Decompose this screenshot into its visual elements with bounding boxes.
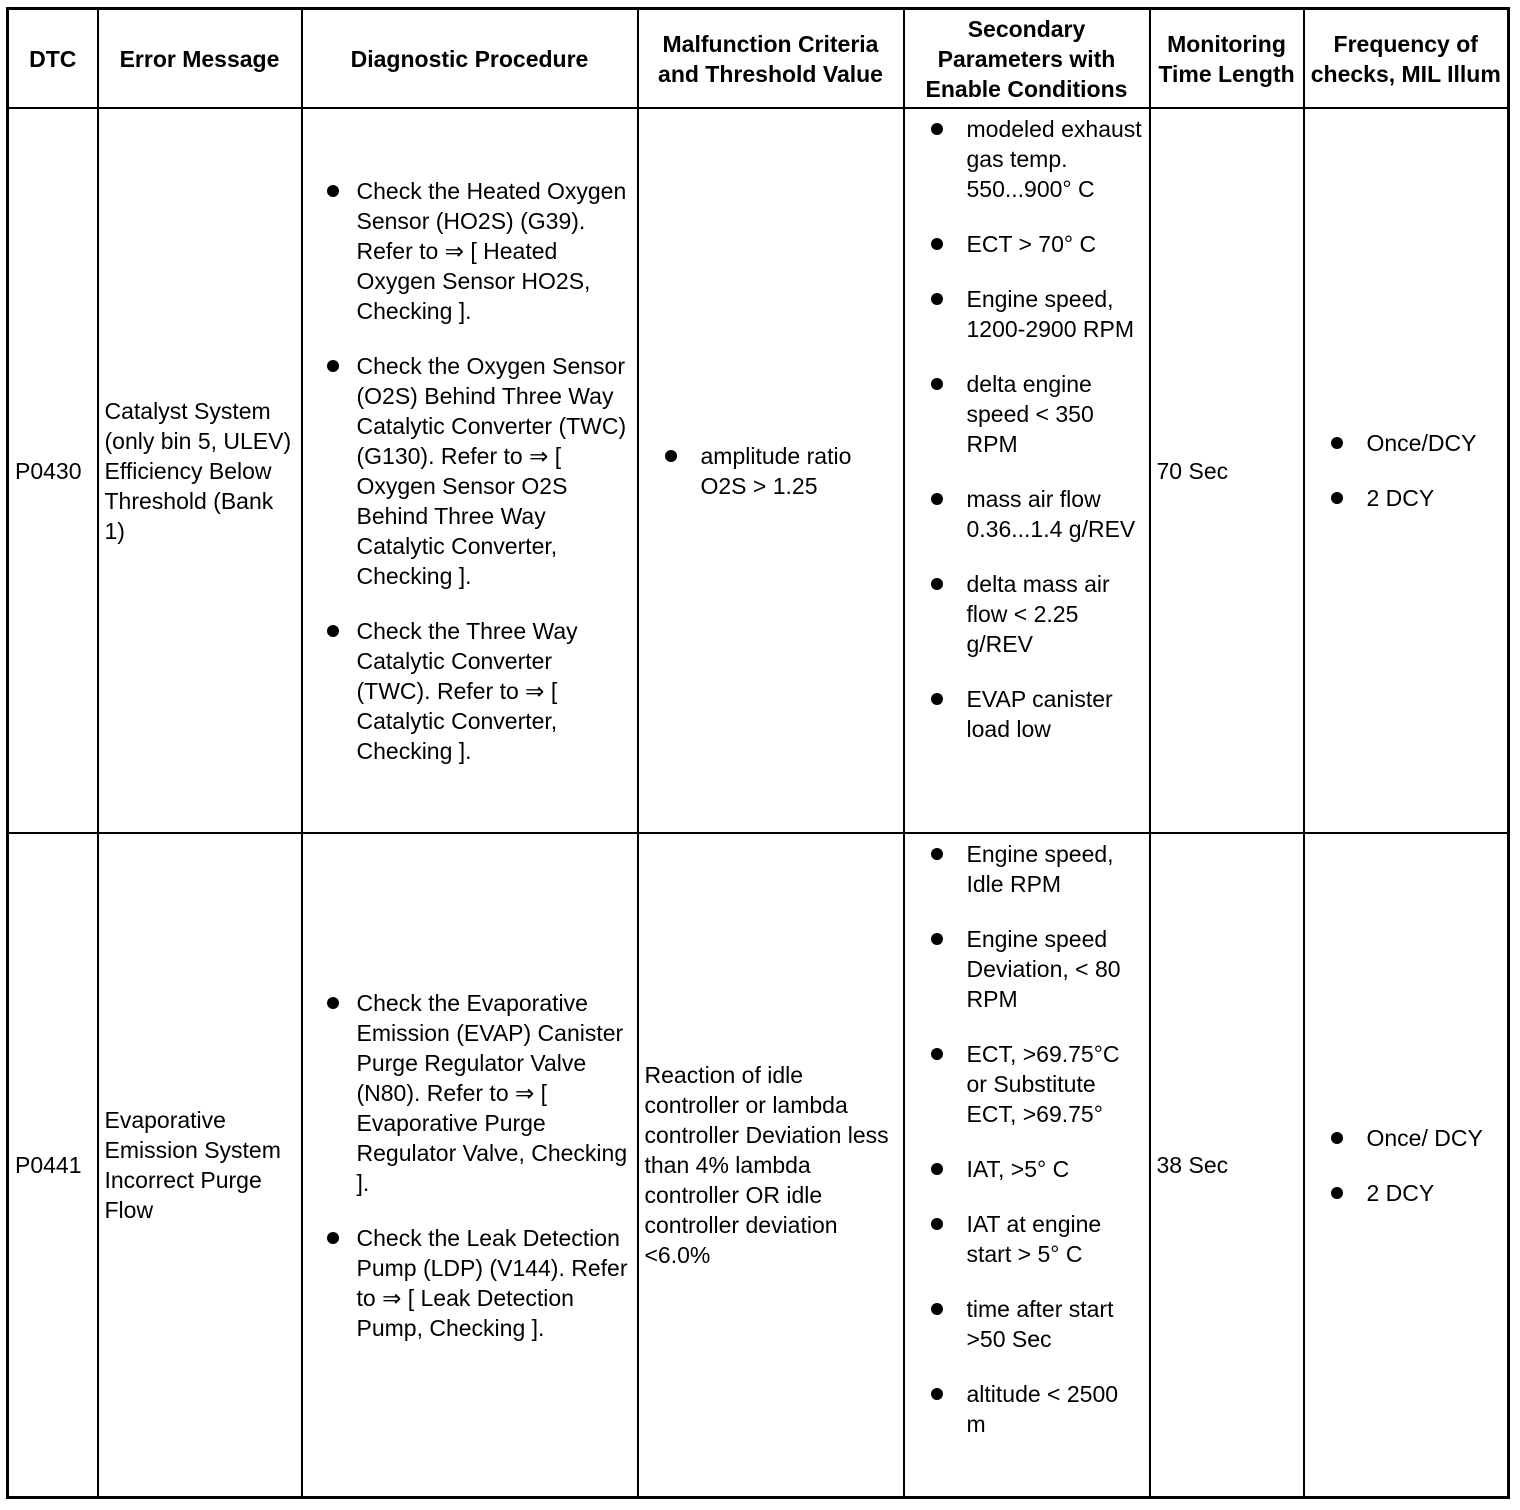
frequency-list: [1311, 428, 1502, 513]
secondary-list: [911, 114, 1143, 744]
frequency: [1304, 833, 1509, 1498]
frequency-item: Once/DCY: [1311, 428, 1502, 458]
secondary-list: [911, 839, 1143, 1439]
table-row: [8, 833, 1509, 1498]
secondary-item: IAT at engine start > 5° C: [911, 1209, 1143, 1269]
secondary-item: time after start >50 Sec: [911, 1294, 1143, 1354]
header-error-message: Error Message: [98, 9, 302, 109]
secondary-item: ECT > 70° C: [911, 229, 1143, 259]
secondary-item: Engine speed, Idle RPM: [911, 839, 1143, 899]
header-row: [8, 9, 1509, 109]
header-dtc: DTC: [8, 9, 98, 109]
dtc-table: [6, 7, 1510, 1499]
procedure-step: Check the Oxygen Sensor (O2S) Behind Three Way Catalytic Converter (TWC) (G130). Refer to ⇒ [ Oxygen Sensor O2S Behind Three Way Catalytic Converter, Checking ].: [309, 351, 631, 591]
diagnostic-procedure: [302, 833, 638, 1498]
procedure-step: Check the Leak Detection Pump (LDP) (V144). Refer to ⇒ [ Leak Detection Pump, Checking ].: [309, 1223, 631, 1343]
secondary-item: EVAP canister load low: [911, 684, 1143, 744]
secondary-item: Engine speed Deviation, < 80 RPM: [911, 924, 1143, 1014]
malfunction-criteria: Reaction of idle controller or lambda controller Deviation less than 4% lambda controller OR idle controller deviation <6.0%: [638, 833, 904, 1498]
secondary-item: altitude < 2500 m: [911, 1379, 1143, 1439]
dtc-code: P0430: [8, 108, 98, 833]
diagnostic-procedure: [302, 108, 638, 833]
header-secondary-parameters: Secondary Parameters with Enable Conditions: [904, 9, 1150, 109]
criteria-list: [645, 441, 897, 501]
secondary-item: delta mass air flow < 2.25 g/REV: [911, 569, 1143, 659]
secondary-item: IAT, >5° C: [911, 1154, 1143, 1184]
secondary-item: mass air flow 0.36...1.4 g/REV: [911, 484, 1143, 544]
secondary-item: Engine speed, 1200-2900 RPM: [911, 284, 1143, 344]
frequency-item: 2 DCY: [1311, 1178, 1502, 1208]
frequency-item: 2 DCY: [1311, 483, 1502, 513]
monitoring-time: 70 Sec: [1150, 108, 1304, 833]
frequency-item: Once/ DCY: [1311, 1123, 1502, 1153]
procedure-list: [309, 176, 631, 766]
header-frequency: Frequency of checks, MIL Illum: [1304, 9, 1509, 109]
secondary-item: modeled exhaust gas temp. 550...900° C: [911, 114, 1143, 204]
procedure-step: Check the Three Way Catalytic Converter (TWC). Refer to ⇒ [ Catalytic Converter, Checking ].: [309, 616, 631, 766]
criteria-item: amplitude ratio O2S > 1.25: [645, 441, 897, 501]
header-malfunction-criteria: Malfunction Criteria and Threshold Value: [638, 9, 904, 109]
secondary-item: delta engine speed < 350 RPM: [911, 369, 1143, 459]
malfunction-criteria: [638, 108, 904, 833]
monitoring-time: 38 Sec: [1150, 833, 1304, 1498]
secondary-parameters: [904, 833, 1150, 1498]
procedure-list: [309, 988, 631, 1343]
header-monitoring-time: Monitoring Time Length: [1150, 9, 1304, 109]
frequency-list: [1311, 1123, 1502, 1208]
secondary-item: ECT, >69.75°C or Substitute ECT, >69.75°: [911, 1039, 1143, 1129]
dtc-code: P0441: [8, 833, 98, 1498]
procedure-step: Check the Heated Oxygen Sensor (HO2S) (G39). Refer to ⇒ [ Heated Oxygen Sensor HO2S, Checking ].: [309, 176, 631, 326]
frequency: [1304, 108, 1509, 833]
error-message: Catalyst System (only bin 5, ULEV) Efficiency Below Threshold (Bank 1): [98, 108, 302, 833]
header-diagnostic-procedure: Diagnostic Procedure: [302, 9, 638, 109]
table-row: [8, 108, 1509, 833]
secondary-parameters: [904, 108, 1150, 833]
error-message: Evaporative Emission System Incorrect Purge Flow: [98, 833, 302, 1498]
procedure-step: Check the Evaporative Emission (EVAP) Canister Purge Regulator Valve (N80). Refer to ⇒ [ Evaporative Purge Regulator Valve, Checking ].: [309, 988, 631, 1198]
